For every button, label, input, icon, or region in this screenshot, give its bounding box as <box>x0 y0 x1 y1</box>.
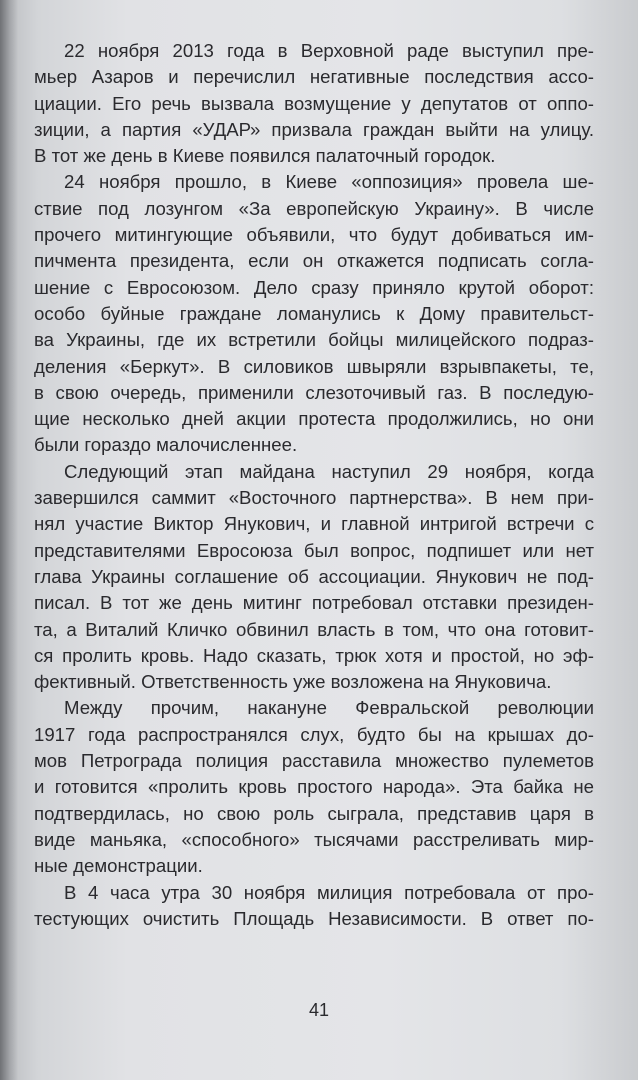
text-line: деления «Беркут». В силовиков швыряли взрывпакеты, те, <box>34 355 594 377</box>
text-line: Следующий этап майдана наступил 29 ноября, когда <box>64 460 594 482</box>
text-line: зиции, а партия «УДАР» призвала граждан выйти на улицу. <box>34 118 594 140</box>
text-line: и готовится «пролить кровь простого народа». Эта байка не <box>34 776 594 798</box>
text-line: писал. В тот же день митинг потребовал отставки президен- <box>34 592 594 614</box>
page-body-text <box>34 38 594 932</box>
text-line: шение с Евросоюзом. Дело сразу приняло крутой оборот: <box>34 276 594 298</box>
text-line: 22 ноября 2013 года в Верховной раде выступил пре- <box>64 40 594 61</box>
text-line: ва Украины, где их встретили бойцы милицейского подраз- <box>34 329 594 351</box>
text-line: прочего митингующие объявили, что будут добиваться им- <box>34 224 594 246</box>
text-line: завершился саммит «Восточного партнерства». В нем при- <box>34 487 594 509</box>
text-line: та, а Виталий Кличко обвинил власть в том, что она готовит- <box>34 618 594 640</box>
text-line: 24 ноября прошло, в Киеве «оппозиция» провела ше- <box>64 171 594 193</box>
text-line: 1917 года распространялся слух, будто бы на крышах до- <box>34 723 594 745</box>
text-line: В 4 часа утра 30 ноября милиция потребовала от про- <box>64 881 594 903</box>
text-line: мьер Азаров и перечислил негативные последствия ассо- <box>34 66 594 88</box>
text-line: мов Петрограда полиция расставила множество пулеметов <box>34 750 594 772</box>
text-line: глава Украины соглашение об ассоциации. Янукович не под- <box>34 565 594 587</box>
text-line: особо буйные граждане ломанулись к Дому правительст- <box>34 302 594 324</box>
text-line: фективный. Ответственность уже возложена на Януковича. <box>34 671 552 693</box>
book-binding-shadow <box>0 0 18 1080</box>
text-line: ные демонстрации. <box>34 855 203 877</box>
text-line: в свою очередь, применили слезоточивый газ. В последую- <box>34 381 594 403</box>
text-line: тестующих очистить Площадь Независимости. В ответ по- <box>34 907 594 929</box>
text-line: нял участие Виктор Янукович, и главной интригой встречи с <box>34 513 594 535</box>
text-line: ствие под лозунгом «За европейскую Украину». В числе <box>34 197 594 219</box>
text-line: Между прочим, накануне Февральской революции <box>64 697 594 719</box>
text-line: подтвердилась, но свою роль сыграла, представив царя в <box>34 802 594 824</box>
text-line: виде маньяка, «способного» тысячами расстреливать мир- <box>34 828 594 850</box>
text-line: были гораздо малочисленнее. <box>34 434 298 456</box>
page-number: 41 <box>308 1000 330 1020</box>
text-line: представителями Евросоюза был вопрос, подпишет или нет <box>34 539 594 561</box>
text-line: пичмента президента, если он откажется подписать согла- <box>34 250 594 272</box>
text-line: циации. Его речь вызвала возмущение у депутатов от оппо- <box>34 92 594 114</box>
text-line: щие несколько дней акции протеста продолжились, но они <box>34 408 594 430</box>
text-line: В тот же день в Киеве появился палаточный городок. <box>34 145 496 167</box>
text-line: ся пролить кровь. Надо сказать, трюк хотя и простой, но эф- <box>34 644 594 666</box>
